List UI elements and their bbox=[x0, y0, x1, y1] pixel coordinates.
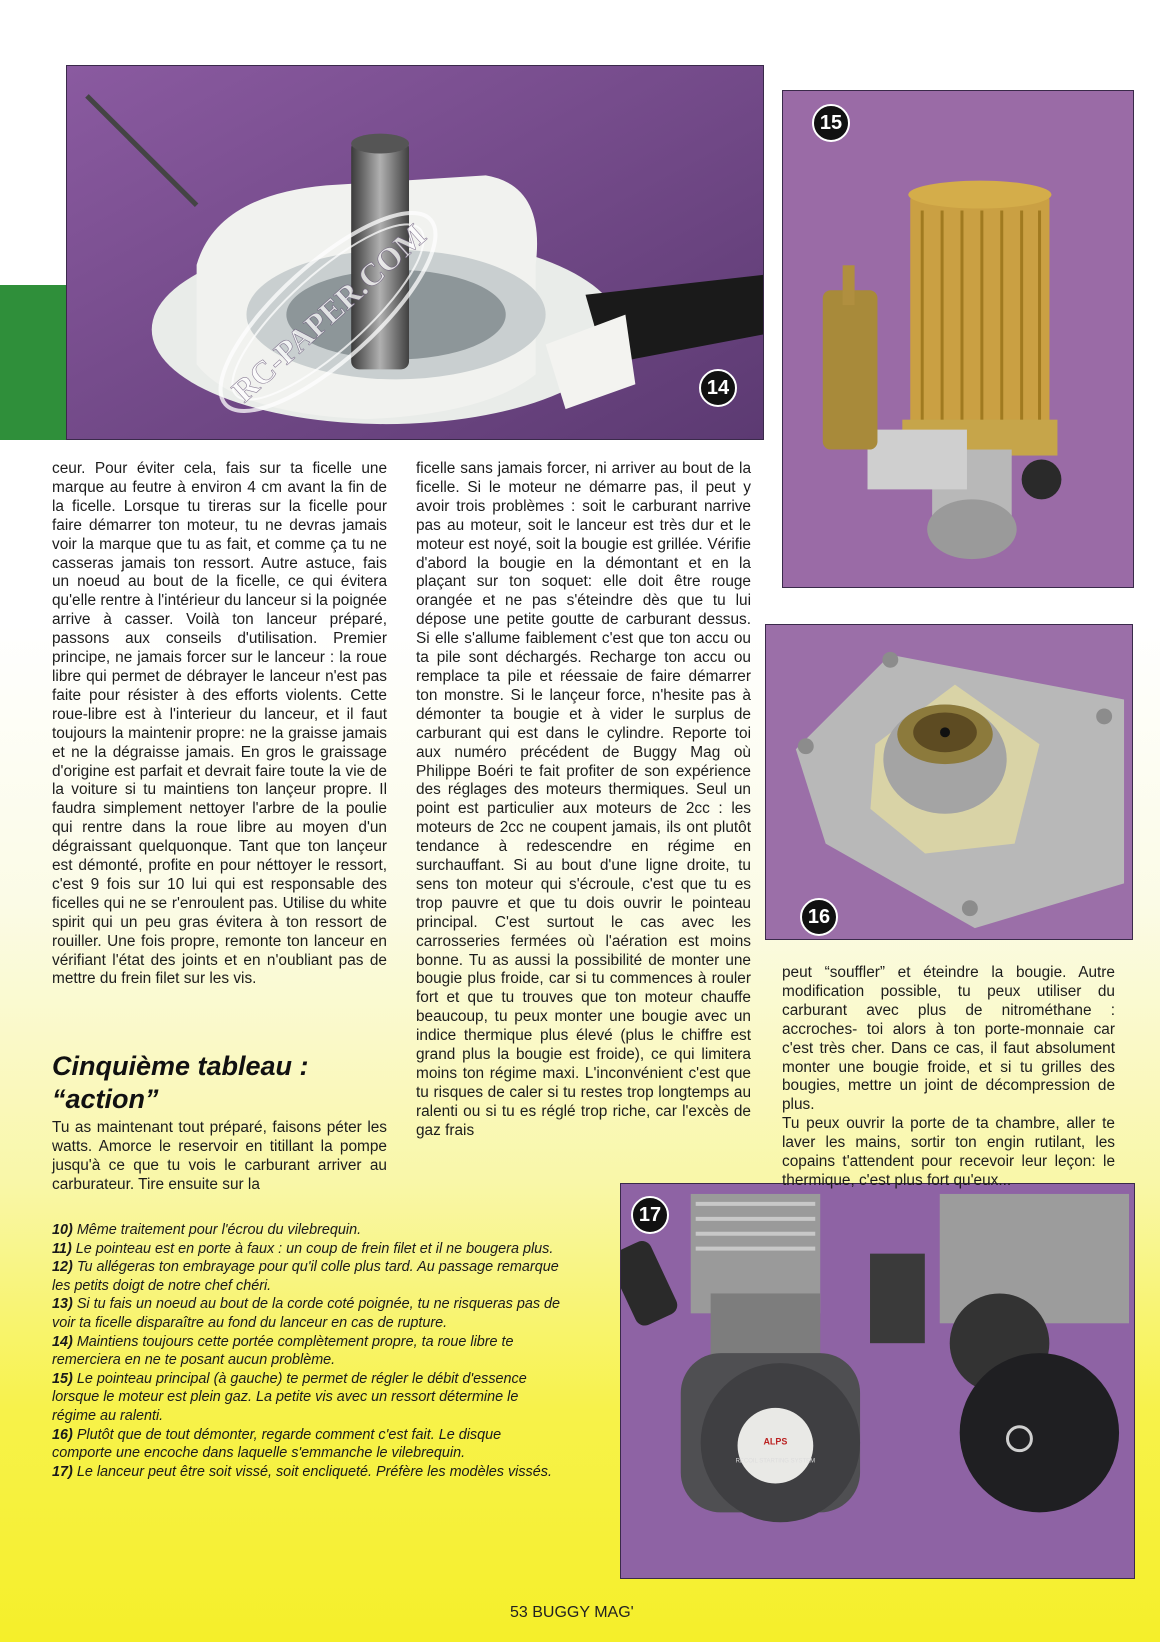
caption-number: 15) bbox=[52, 1370, 73, 1387]
caption-text: Le pointeau est en porte à faux : un coup de frein filet et il ne bougera plus. bbox=[75, 1240, 554, 1257]
photo-number-badge: 14 bbox=[699, 369, 737, 407]
photo-number-badge: 15 bbox=[812, 104, 850, 142]
photo-15-carburetor-filter bbox=[782, 90, 1134, 588]
article-paragraph: ceur. Pour éviter cela, fais sur ta ficelle une marque au feutre à environ 4 cm avant la fin de la ficelle. Lorsque tu tireras sur la ficelle pour faire démarrer ton moteur, tu ne devras jamais voir la marque que tu as fait, et comme ça tu ne casseras jamais ton ressort. Autre astuce, fais un noeud au bout de la ficelle, ce qui évitera qu'elle rentre à l'intérieur du lanceur si la poignée arrive à casser. Voilà ton lanceur préparé, passons aux conseils d'utilisation. Premier principe, ne jamais forcer sur le lanceur : la roue libre qui permet de débrayer le lanceur n'est pas faite pour résister à des efforts violents. Cette roue-libre est à l'interieur du lanceur, et il faut toujours la maintenir propre: ne la graisse jamais et ne la dégraisse jamais. En gros le graissage d'origine est parfait et devrait faire toute la vie de la voiture si tu maintiens ton lançeur propre. Il faudra simplement nettoyer l'arbre de la poulie qui rentre dans la roue libre au moyen d'un dégraissant quelquonque. Tant que ton lançeur est démonté, profite en pour néttoyer le ressort, c'est 9 fois sur 10 lui qui est responsable des ficelles qui ne se r'enroulent pas. Utilise du white spirit qui un peu gras évitera à ton ressort de rouiller. Une fois propre, remonte ton lanceur en vérifiant l'état des joints et en n'oubliant pas de mettre du frein filet sur les vis. bbox=[52, 460, 387, 988]
caption-number: 13) bbox=[52, 1296, 73, 1313]
caption-item bbox=[52, 1295, 564, 1332]
section-heading bbox=[52, 1050, 372, 1116]
caption-item bbox=[52, 1258, 564, 1295]
caption-number: 10) bbox=[52, 1222, 73, 1238]
alps-brand-label: ALPS bbox=[763, 1436, 788, 1447]
caption-text: Tu allégeras ton embrayage pour qu'il colle plus tard. Au passage remarque les petits doigt de notre chef chéri. bbox=[52, 1259, 559, 1294]
recoil-starting-label: RECOIL STARTING SYSTEM bbox=[735, 1458, 816, 1465]
caption-number: 17) bbox=[52, 1463, 73, 1480]
caption-number: 14) bbox=[52, 1333, 73, 1350]
caption-text: Même traitement pour l'écrou du vilebrequin. bbox=[76, 1222, 362, 1238]
caption-text: Le pointeau principal (à gauche) te permet de régler le débit d'essence lorsque le moteur est plein gaz. La petite vis avec un ressort détermine le régime au ralenti. bbox=[52, 1370, 527, 1424]
photo-16-backplate bbox=[765, 624, 1133, 940]
article-paragraph: ficelle sans jamais forcer, ni arriver au bout de la ficelle. Si le moteur ne démarre pas, il peut y avoir trois problèmes : soit le carburant narrive pas au moteur, soit le lanceur est très dur et le moteur est noyé, soit la bougie est grillée. Vérifie d'abord la bougie en la démontant et en la plaçant sur ton soquet: elle doit être rouge orangée et ne pas s'éteindre dès que tu lui dépose une petite goutte de carburant dessus. Si elle s'allume faiblement c'est que ton accu ou ta pile sont déchargés. Recharge ton accu ou remplace ta pile et réessaie de faire démarrer ton monstre. Si le lançeur force, n'hesite pas à démonter ta bougie et à vider le surplus de carburant qui est dans le cylindre. Reporte toi aux numéro précédent de Buggy Mag où Philippe Boéri te fait profiter de son expérience des réglages des moteurs thermiques. Seul un point est particulier aux moteurs de 2cc : les moteurs de 2cc ne coupent jamais, ils ont plutôt tendance à redescendre en régime en surchauffant. Si au bout d'une ligne droite, tu sens ton moteur qui s'écroule, c'est que tu es trop pauvre et que tu dois ouvrir le pointeau principal. C'est surtout le cas avec les carrosseries fermées où l'aération est moins bonne. Tu as aussi la possibilité de monter une bougie plus froide, car si tu commences à rouler fort et que tu trouves que ton moteur chauffe beaucoup, tu peux monter une bougie avec un indice thermique plus élevé (plus le chiffre est grand plus la bougie est froide), ce qui limitera moins ton régime maxi. L'inconvénient c'est que tu risques de caler si tu restes trop longtemps au ralenti ou si tu es réglé trop riche, car l'excès de gaz frais bbox=[416, 460, 751, 1139]
caption-item bbox=[52, 1333, 564, 1370]
caption-item bbox=[52, 1221, 564, 1240]
article-column-3 bbox=[782, 964, 1115, 1191]
caption-number: 16) bbox=[52, 1426, 73, 1443]
watermark-text: RC-PAPER.COM bbox=[224, 216, 433, 409]
article-paragraph: Tu as maintenant tout préparé, faisons péter les watts. Amorce le reservoir en titillant la pompe jusqu'à ce que tu vois le carburant arriver au carburateur. Tire ensuite sur la bbox=[52, 1119, 387, 1193]
article-paragraph: peut “souffler” et éteindre la bougie. Autre modification possible, tu peux utiliser du carburant avec plus de nitrométhane : accroches- toi alors à ton porte-monnaie car c'est très cher. Dans ce cas, il faut absolument monter une bougie froide, et si tu grilles des bougies, mettre un joint de décompression de plus. bbox=[782, 964, 1115, 1114]
rc-paper-watermark-stamp bbox=[178, 162, 478, 462]
caption-text: Plutôt que de tout démonter, regarde comment c'est fait. Le disque comporte une encoche dans laquelle s'emmanche le vilebrequin. bbox=[52, 1426, 502, 1462]
page-footer: 53 BUGGY MAG' bbox=[510, 1604, 634, 1621]
caption-item bbox=[52, 1240, 564, 1259]
caption-text: Maintiens toujours cette portée complètement propre, ta roue libre te remerciera en ne te posant aucun problème. bbox=[52, 1333, 514, 1369]
photo-number-badge: 16 bbox=[800, 898, 838, 936]
article-paragraph: Tu peux ouvrir la porte de ta chambre, aller te laver les mains, sortir ton engin rutilant, les copains t'attendent pour recevoir leur leçon: le thermique, c'est plus fort qu'eux... bbox=[782, 1115, 1115, 1189]
caption-item bbox=[52, 1370, 564, 1426]
caption-number: 11) bbox=[52, 1240, 72, 1257]
caption-number: 12) bbox=[52, 1259, 73, 1276]
caption-text: Si tu fais un noeud au bout de la corde coté poignée, tu ne risqueras pas de voir ta ficelle disparaître au fond du lanceur en cas de rupture. bbox=[52, 1296, 561, 1331]
caption-text: Le lanceur peut être soit vissé, soit encliqueté. Préfère les modèles vissés. bbox=[76, 1463, 552, 1480]
article-column-1 bbox=[52, 460, 387, 989]
article-column-1-continued bbox=[52, 1119, 387, 1195]
article-column-2 bbox=[416, 460, 751, 1141]
photo-number-badge: 17 bbox=[631, 1196, 669, 1234]
photo-captions bbox=[52, 1221, 564, 1481]
section-heading-line-2: “action” bbox=[52, 1084, 159, 1114]
photo-17-starter-covers bbox=[620, 1183, 1135, 1579]
caption-item bbox=[52, 1426, 564, 1463]
section-heading-line-1: Cinquième tableau : bbox=[52, 1051, 309, 1081]
caption-item bbox=[52, 1463, 564, 1482]
